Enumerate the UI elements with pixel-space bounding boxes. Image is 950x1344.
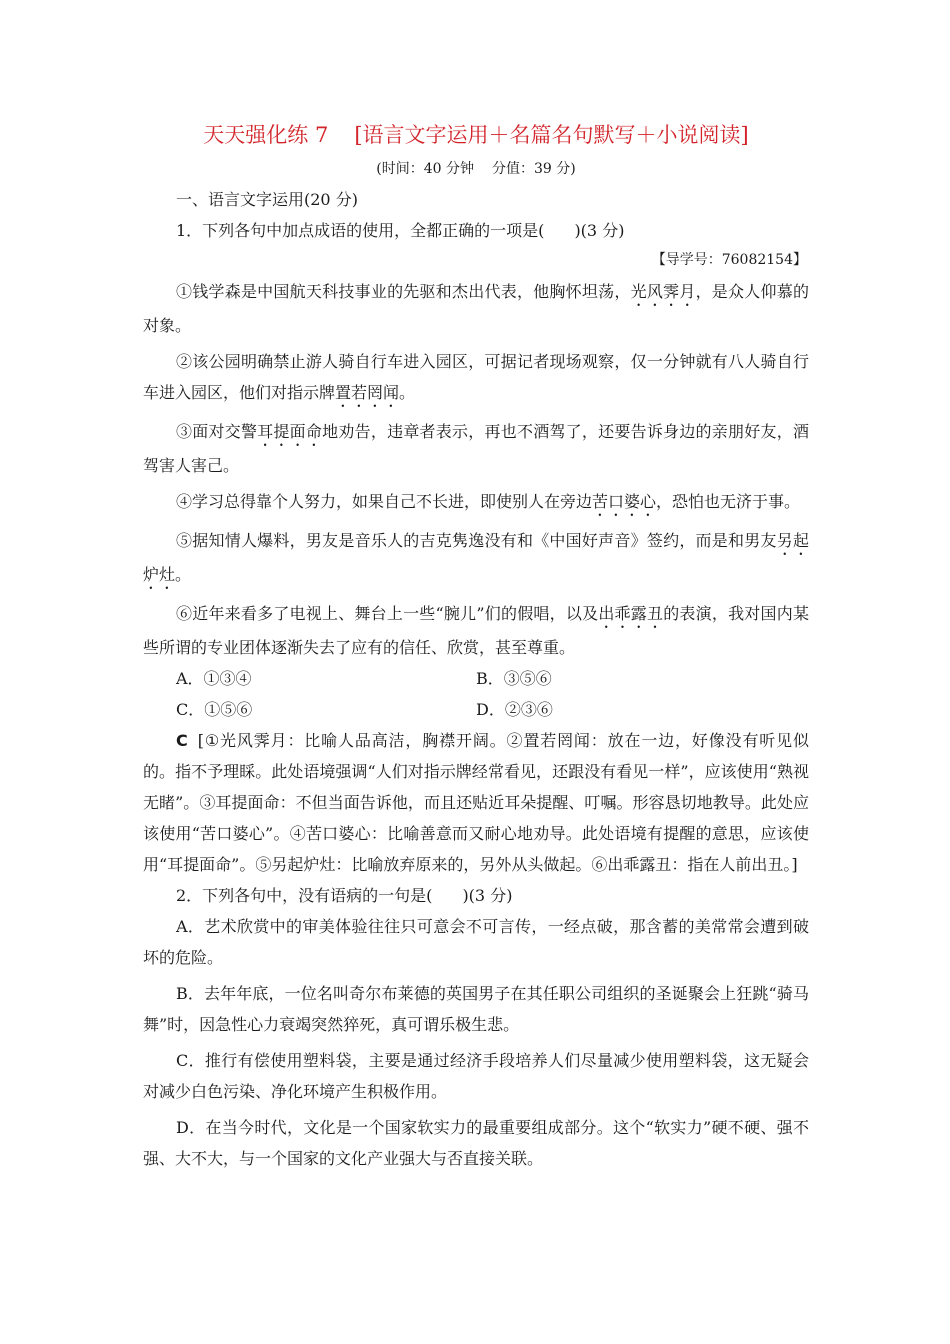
- dotted-idiom: 出乖露丑: [598, 604, 664, 623]
- option-c: C．①⑤⑥: [176, 700, 253, 719]
- answer-text: [①光风霁月：比喻人品高洁，胸襟开阔。②置若罔闻：放在一边，好像没有听见似的。指不予理睬。此处语境强调“人们对指示牌经常看见，还跟没有看见一样”，应该使用“熟视无睹”。③耳提面命：不但当面告诉他，而且还贴近耳朵提醒、叮嘱。形容恳切地教导。此处应该使用“苦口婆心”。④苦口婆心：比喻善意而又耐心地劝导。此处语境有提醒的意思，应该使用“耳提面命”。⑤另起炉灶：比喻放弃原来的，另外从头做起。⑥出乖露丑：指在人前出丑。]: [143, 731, 809, 874]
- sentence-3: ③面对交警耳提面命地劝告，违章者表示，再也不酒驾了，还要告诉身边的亲朋好友，酒驾害人害己。: [143, 422, 809, 475]
- option-d: D．②③⑥: [476, 700, 553, 719]
- page-title: [143, 118, 809, 152]
- question-2-option-a: A．艺术欣赏中的审美体验往往只可意会不可言传，一经点破，那含蓄的美常常会遭到破坏的危险。: [143, 917, 809, 967]
- question-2-option-b: B．去年年底，一位名叫奇尔布莱德的英国男子在其任职公司组织的圣诞聚会上狂跳“骑马舞”时，因急性心力衰竭突然猝死，真可谓乐极生悲。: [143, 984, 809, 1034]
- dotted-idiom: 耳提面命: [257, 422, 323, 441]
- dotted-idiom: 苦口婆心: [592, 492, 657, 511]
- sentence-1: ①钱学森是中国航天科技事业的先驱和杰出代表，他胸怀坦荡，光风霁月，是众人仰慕的对象。: [143, 282, 809, 335]
- title-main: 天天强化练 7: [203, 123, 329, 147]
- dotted-idiom: 光风霁月: [630, 282, 696, 301]
- dotted-idiom: 置若罔闻: [335, 383, 400, 402]
- option-b: B．③⑤⑥: [476, 669, 552, 688]
- question-2-option-d: D．在当今时代，文化是一个国家软实力的最重要组成部分。这个“软实力”硬不硬、强不强、大不大，与一个国家的文化产业强大与否直接关联。: [143, 1118, 809, 1168]
- question-2-option-c: C．推行有偿使用塑料袋，主要是通过经济手段培养人们尽量减少使用塑料袋，这无疑会对减少白色污染、净化环境产生积极作用。: [143, 1051, 809, 1101]
- time-limit: (时间：40 分钟: [376, 161, 474, 177]
- sentence-2: ②该公园明确禁止游人骑自行车进入园区，可据记者现场观察，仅一分钟就有八人骑自行车进入园区，他们对指示牌置若罔闻。: [143, 352, 809, 402]
- question-1-options: [143, 663, 809, 725]
- sentence-4: ④学习总得靠个人努力，如果自己不长进，即使别人在旁边苦口婆心，恐怕也无济于事。: [176, 492, 801, 511]
- question-1-stem: 1．下列各句中加点成语的使用，全都正确的一项是( )(3 分): [176, 221, 625, 240]
- question-2-stem: 2．下列各句中，没有语病的一句是( )(3 分): [176, 886, 513, 905]
- document-page: [143, 118, 809, 1174]
- dotted-idiom: 另起炉灶: [143, 531, 809, 584]
- answer-explanation: [143, 725, 809, 880]
- time-score-line: [143, 158, 809, 180]
- title-topics: [语言文字运用＋名篇名句默写＋小说阅读]: [354, 123, 749, 147]
- section-heading: 一、语言文字运用(20 分): [176, 190, 358, 209]
- option-a: A．①③④: [176, 669, 252, 688]
- sentence-5: ⑤据知情人爆料，男友是音乐人的吉克隽逸没有和《中国好声音》签约，而是和男友另起炉灶。: [143, 531, 809, 584]
- sentence-6: ⑥近年来看多了电视上、舞台上一些“腕儿”们的假唱，以及出乖露丑的表演，我对国内某些所谓的专业团体逐渐失去了应有的信任、欣赏，甚至尊重。: [143, 604, 809, 657]
- guide-number: 【导学号：76082154】: [651, 252, 807, 268]
- answer-letter: C: [176, 731, 188, 750]
- score-value: 分值：39 分): [492, 161, 576, 177]
